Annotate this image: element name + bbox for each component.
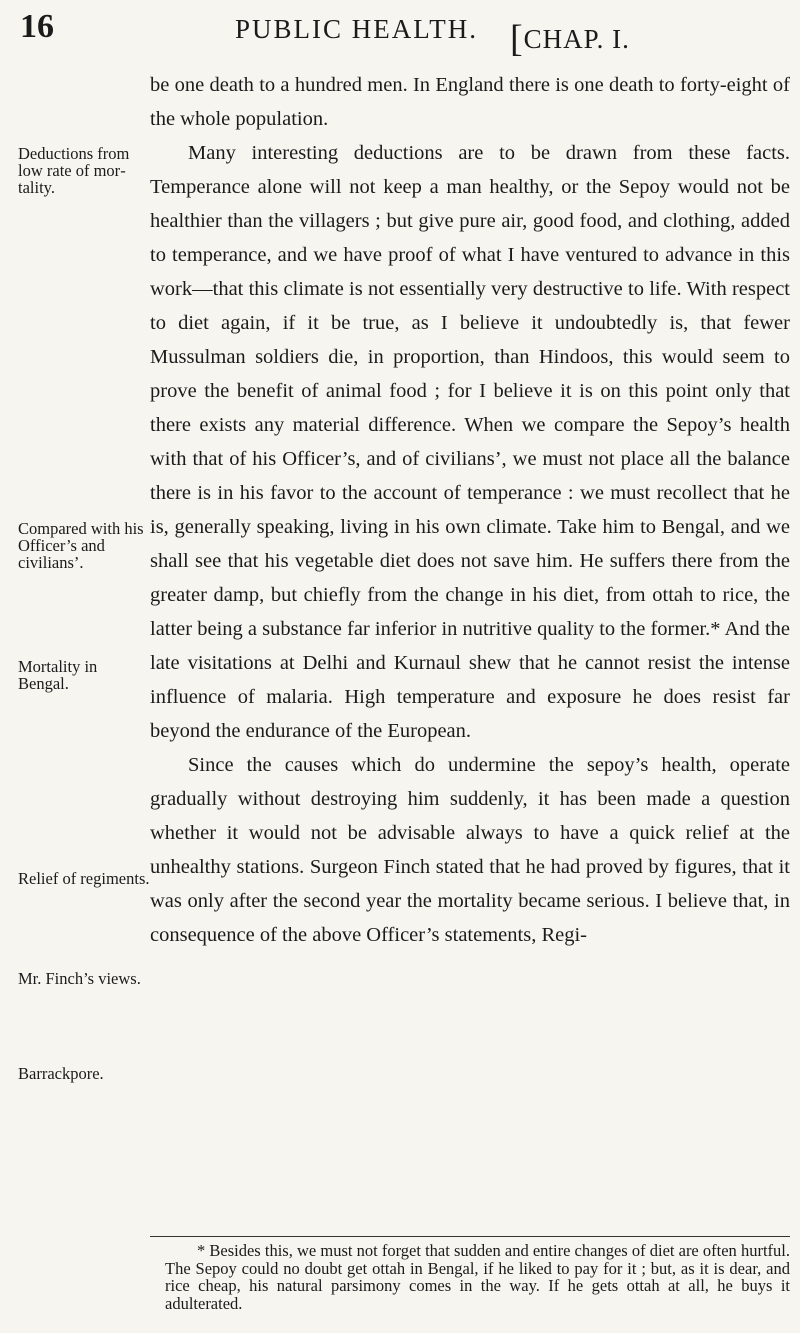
paragraph-continued: be one death to a hundred men. In England there is one death to forty-eight of the whole population. (150, 74, 790, 130)
page-header (0, 8, 800, 68)
margin-note-relief: Relief of regiments. (18, 869, 150, 888)
running-head: PUBLIC HEALTH. (235, 14, 479, 44)
margin-note-finch: Mr. Finch’s views. (18, 969, 141, 988)
chapter-reference: [CHAP. I. (510, 18, 630, 60)
paragraph-deductions: Many interesting deductions are to be drawn from these facts. Temperance alone will not keep a man healthy, or the Sepoy would not be healthier than the villagers ; but give pure air, good food, and clothing, added to temperance, and we have proof of what I have ventured to advance in this work—that this climate is not essentially very destructive to life. With respect to diet again, if it be true, as I believe it undoubtedly is, that fewer Mussulman soldiers die, in proportion, than Hindoos, this would seem to prove the benefit of animal food ; for I believe it is on this point only that there exists any material difference. When we compare the Sepoy’s health with that of his Officer’s, and of civilians’, we must not place all the balance there is in his favor to the account of temperance : we must recollect that he is, generally speaking, living in his own climate. Take him to Bengal, and we shall see that his vegetable diet does not save him. He suffers there from the greater damp, but chiefly from the change in his diet, from ottah to rice, the latter being a substance far inferior in nutritive quality to the former.* And the late visitations at Delhi and Kurnaul shew that he cannot resist the intense influence of malaria. High temperature and exposure he does resist far beyond the endurance of the European. (150, 142, 790, 742)
footnote-divider (150, 1236, 790, 1237)
footnote: * Besides this, we must not forget that sudden and entire changes of diet are often hurtful. The Sepoy could no doubt get ottah in Bengal, if he liked to pay for it ; but, as it is dear, and rice cheap, his natural parsimony comes in the way. If he gets ottah at all, he buys it adulterated. (165, 1241, 790, 1313)
main-text (150, 68, 790, 952)
margin-note-deductions: Deductions from low rate of mortality. (18, 144, 130, 197)
paragraph-relief: Since the causes which do undermine the sepoy’s health, operate gradually without destroying him suddenly, it has been made a question whether it would not be advisable always to have a quick relief at the unhealthy stations. Surgeon Finch stated that he had proved by figures, that it was only after the second year the mortality became serious. I believe that, in consequence of the above Officer’s statements, Regi- (150, 754, 790, 946)
page-number: 16 (20, 8, 54, 45)
margin-note-barrackpore: Barrackpore. (18, 1064, 104, 1083)
margin-note-compared: Compared with his Officer’s and civilians’. (18, 519, 144, 572)
chapter-label: CHAP. I. (523, 24, 630, 54)
margin-note-mortality-bengal: Mortality in Bengal. (18, 657, 98, 693)
